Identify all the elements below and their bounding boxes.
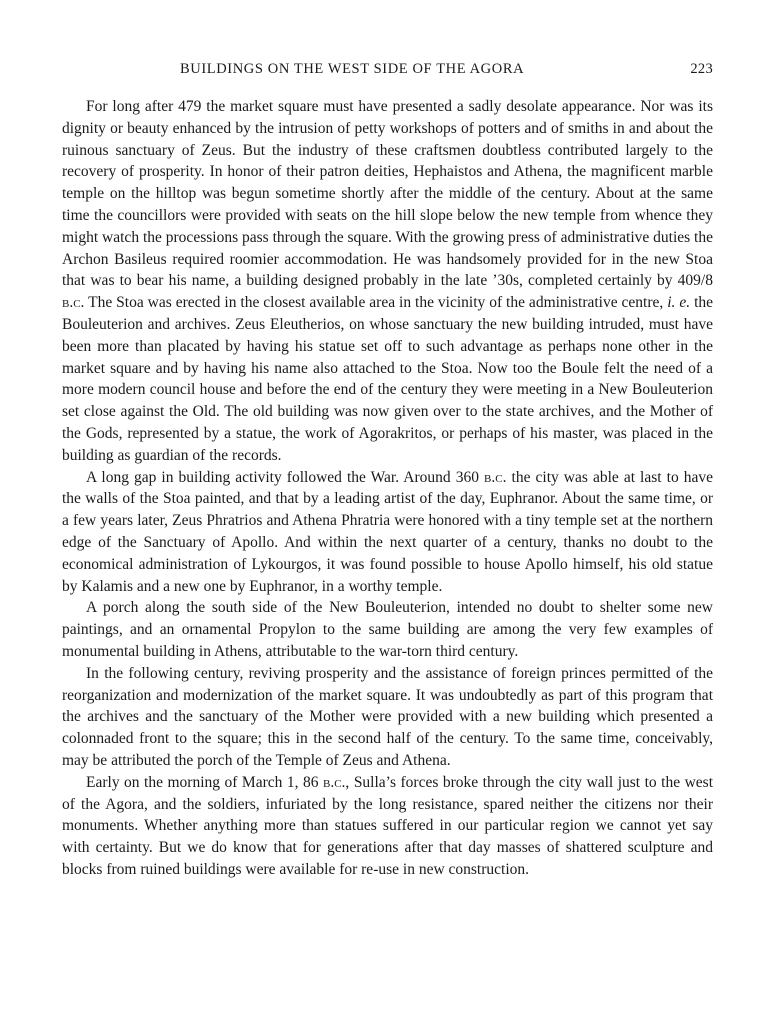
paragraph-1 <box>62 96 713 467</box>
running-title: BUILDINGS ON THE WEST SIDE OF THE AGORA <box>180 61 525 77</box>
era-abbreviation: b.c. <box>62 294 85 312</box>
paragraph-5-part-1: Early on the morning of March 1, 86 <box>86 773 319 791</box>
paragraph-2-part-1: A long gap in building activity followed the War. Around 360 <box>86 468 479 486</box>
running-head <box>62 61 713 81</box>
paragraph-5 <box>62 772 713 881</box>
paragraph-2-part-2: the city was able at last to have the walls of the Stoa painted, and that by a leading artist of the day, Euphranor. About the same time, or a few years later, Zeus Phratrios and Athena Phratria were honored with a tiny temple set at the northern edge of the Sanctuary of Apollo. And within the next quarter of a century, thanks no doubt to the economical administration of Lykourgos, it was found possible to house Apollo himself, his old statue by Kalamis and a new one by Euphranor, in a worthy temple. <box>62 468 713 595</box>
paragraph-1-part-1: For long after 479 the market square must have presented a sadly desolate appearance. Nor was its dignity or beauty enhanced by the intrusion of petty workshops of potters and of smiths in and about the ruinous sanctuary of Zeus. But the industry of these craftsmen doubtless contributed largely to the recovery of prosperity. In honor of their patron deities, Hephaistos and Athena, the magnificent marble temple on the hilltop was begun sometime shortly after the middle of the century. About at the same time the councillors were provided with seats on the hill slope below the new temple from whence they might watch the processions pass through the square. With the growing press of administrative duties the Archon Basileus required roomier accommodation. He was handsomely provided for in the new Stoa that was to bear his name, a building designed probably in the late ’30s, completed certainly by 409/8 <box>62 98 713 290</box>
paragraph-5-part-2: Sulla’s forces broke through the city wall just to the west of the Agora, and the soldiers, infuriated by the long resistance, spared neither the citizens nor their monuments. Whether anything more than statues suffered in our particular region we cannot yet say with certainty. But we do know that for generations after that day masses of shattered sculpture and blocks from ruined buildings were available for re-use in new construction. <box>62 773 714 878</box>
paragraph-4: In the following century, reviving prosperity and the assistance of foreign princes permitted of the reorganization and modernization of the market square. It was undoubtedly as part of this program that the archives and the sanctuary of the Mother were provided with a new building which presented a colonnaded front to the square; this in the second half of the century. To the same time, conceivably, may be attributed the porch of the Temple of Zeus and Athena. <box>62 664 713 769</box>
body-text <box>62 96 713 881</box>
page-number: 223 <box>690 61 713 77</box>
paragraph-3: A porch along the south side of the New Bouleuterion, intended no doubt to shelter some new paintings, and an ornamental Propylon to the same building are among the very few examples of monumental building in Athens, attributable to the war-torn third century. <box>62 599 713 660</box>
paragraph-2 <box>62 467 713 598</box>
paragraph-1-part-2: The Stoa was erected in the closest available area in the vicinity of the administrative centre, <box>88 294 664 312</box>
era-abbreviation: b.c. <box>484 468 507 486</box>
era-abbreviation: b.c., <box>323 773 350 791</box>
paragraph-1-part-3: the Bouleuterion and archives. Zeus Eleutherios, on whose sanctuary the new building intruded, must have been more than placated by having his statue set off to such advantage as perhaps none other in the market square and by having his name also attached to the Stoa. Now too the Boule felt the need of a more modern council house and before the end of the century they were meeting in a New Bouleuterion set close against the Old. The old building was now given over to the state archives, and the Mother of the Gods, represented by a statue, the work of Agorakritos, or perhaps of his master, was placed in the building as guardian of the records. <box>62 294 714 464</box>
latin-abbreviation: i. e. <box>667 294 691 312</box>
